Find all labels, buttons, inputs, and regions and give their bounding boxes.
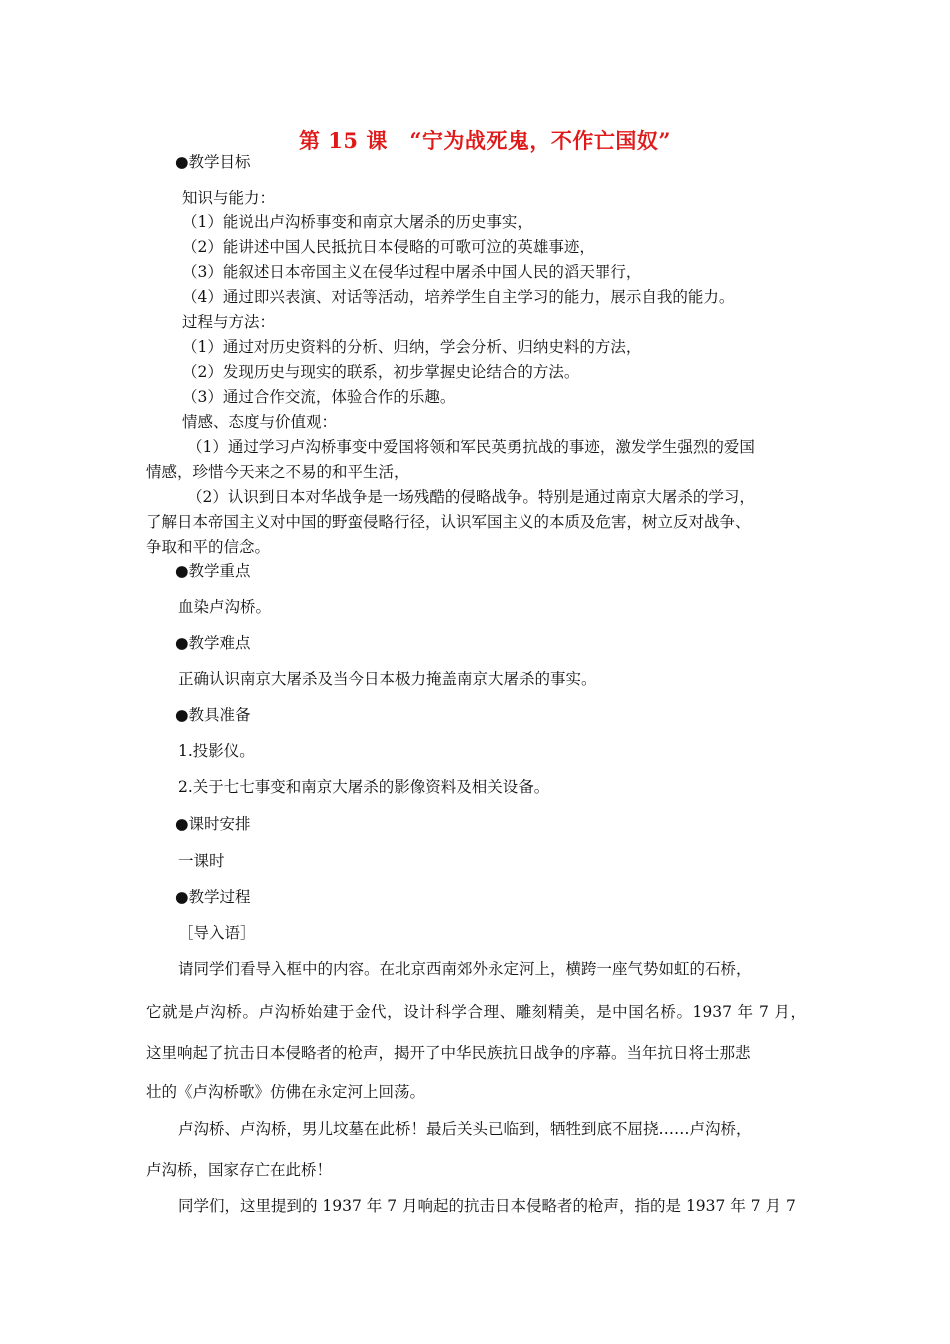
knowledge-item-2: （2）能讲述中国人民抵抗日本侵略的可歌可泣的英雄事迹， [182,238,595,256]
song-line-2: 卢沟桥，国家存亡在此桥！ [146,1161,333,1179]
knowledge-item-3: （3）能叙述日本帝国主义在侵华过程中屠杀中国人民的滔天罪行， [182,263,642,281]
intro-paragraph-line-1: 请同学们看导入框中的内容。在北京西南郊外永定河上，横跨一座气势如虹的石桥， [178,960,752,978]
difficulty-heading: ●教学难点 [175,634,251,652]
tools-item-1: 1.投影仪。 [178,742,255,760]
intro-paragraph-line-4: 壮的《卢沟桥歌》仿佛在永定河上回荡。 [146,1083,426,1101]
paragraph-3-line-1: 同学们，这里提到的 1937 年 7 月响起的抗击日本侵略者的枪声，指的是 1937 年 7 月 7 [178,1197,796,1215]
tools-item-2: 2.关于七七事变和南京大屠杀的影像资料及相关设备。 [178,778,550,796]
emotion-item-2-line-1: （2）认识到日本对华战争是一场残酷的侵略战争。特别是通过南京大屠杀的学习， [187,488,755,506]
process-item-2: （2）发现历史与现实的联系，初步掌握史论结合的方法。 [182,363,580,381]
process-heading: 过程与方法： [182,313,276,331]
emotion-item-2-line-2: 了解日本帝国主义对中国的野蛮侵略行径，认识军国主义的本质及危害，树立反对战争、 [146,513,751,531]
song-line-1: 卢沟桥、卢沟桥，男儿坟墓在此桥！最后关头已临到，牺牲到底不屈挠……卢沟桥， [178,1120,752,1138]
intro-paragraph-line-2: 它就是卢沟桥。卢沟桥始建于金代，设计科学合理、雕刻精美，是中国名桥。1937 年 7 月， [146,1003,806,1021]
difficulty-text: 正确认识南京大屠杀及当今日本极力掩盖南京大屠杀的事实。 [178,670,597,688]
emotion-item-1-line-1: （1）通过学习卢沟桥事变中爱国将领和军民英勇抗战的事迹，激发学生强烈的爱国 [187,438,755,456]
key-point-text: 血染卢沟桥。 [178,598,272,616]
key-point-heading: ●教学重点 [175,562,251,580]
process-item-3: （3）通过合作交流，体验合作的乐趣。 [182,388,456,406]
emotion-heading: 情感、态度与价值观： [182,413,338,431]
lesson-title: 第 15 课 “宁为战死鬼，不作亡国奴” [298,128,671,153]
intro-label: ［导入语］ [178,924,256,942]
objectives-heading: ●教学目标 [175,153,251,171]
knowledge-item-4: （4）通过即兴表演、对话等活动，培养学生自主学习的能力，展示自我的能力。 [182,288,735,306]
process-section-heading: ●教学过程 [175,888,251,906]
emotion-item-1-line-2: 情感，珍惜今天来之不易的和平生活， [146,463,410,481]
schedule-heading: ●课时安排 [175,815,251,833]
process-item-1: （1）通过对历史资料的分析、归纳，学会分析、归纳史料的方法， [182,338,642,356]
knowledge-heading: 知识与能力： [182,189,276,207]
tools-heading: ●教具准备 [175,706,251,724]
emotion-item-2-line-3: 争取和平的信念。 [146,538,271,556]
schedule-text: 一课时 [178,852,225,870]
knowledge-item-1: （1）能说出卢沟桥事变和南京大屠杀的历史事实， [182,213,533,231]
intro-paragraph-line-3: 这里响起了抗击日本侵略者的枪声，揭开了中华民族抗日战争的序幕。当年抗日将士那悲 [146,1044,751,1062]
